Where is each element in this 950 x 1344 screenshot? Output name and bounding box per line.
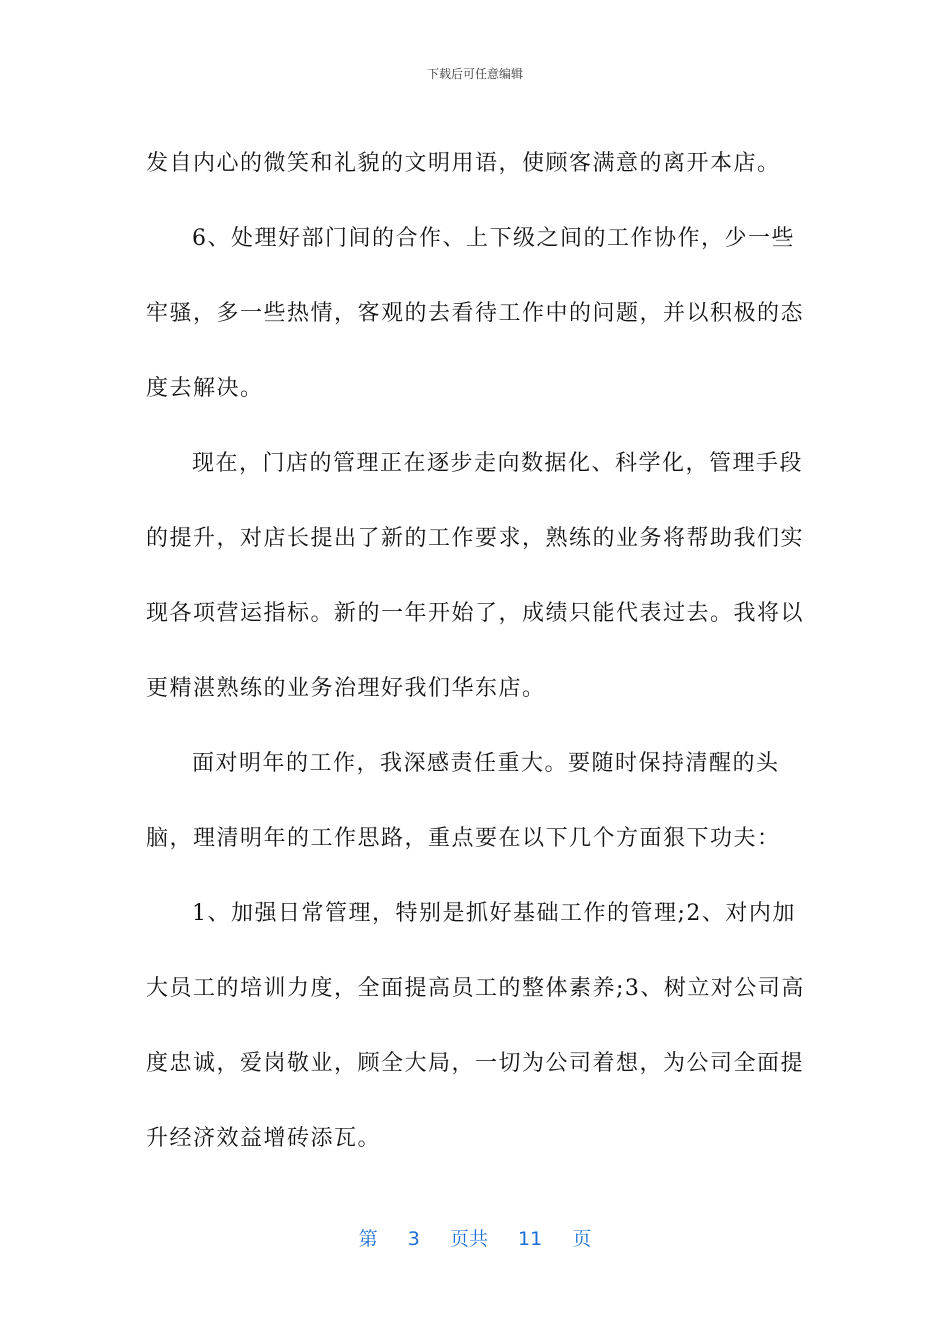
paragraph-3: 现在，门店的管理正在逐步走向数据化、科学化，管理手段的提升，对店长提出了新的工作要求，熟练的业务将帮助我们实现各项营运指标。新的一年开始了，成绩只能代表过去。我将以更精湛熟练的业务治理好我们华东店。 [146,451,805,701]
page-footer [0,1226,950,1252]
paragraph-1: 发自内心的微笑和礼貌的文明用语，使顾客满意的离开本店。 [146,151,781,176]
footer-total-pages: 11 [518,1228,543,1250]
document-body [146,126,806,1176]
paragraph-2: 6、处理好部门间的合作、上下级之间的工作协作，少一些牢骚，多一些热情，客观的去看待工作中的问题，并以积极的态度去解决。 [146,226,805,401]
header-text: 下载后可任意编辑 [426,67,523,81]
paragraph-4: 面对明年的工作，我深感责任重大。要随时保持清醒的头脑，理清明年的工作思路，重点要在以下几个方面狠下功夫： [146,751,781,851]
footer-suffix: 页 [572,1228,592,1250]
page-header [0,66,950,82]
footer-prefix: 第 [358,1228,378,1250]
paragraph-5: 1、加强日常管理，特别是抓好基础工作的管理;2、对内加大员工的培训力度，全面提高员工的整体素养;3、树立对公司高度忠诚，爱岗敬业，顾全大局，一切为公司着想，为公司全面提升经济效益增砖添瓦。 [146,901,805,1151]
footer-middle: 页共 [449,1228,488,1250]
footer-current-page: 3 [407,1228,420,1250]
